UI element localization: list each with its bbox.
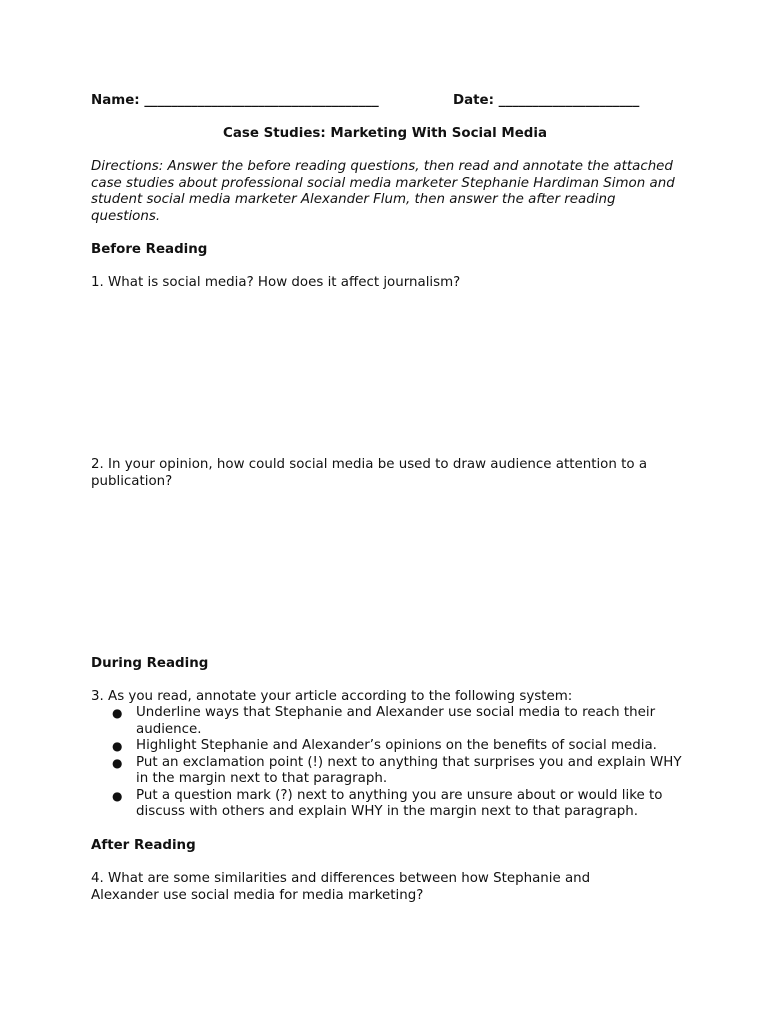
list-item-text: Highlight Stephanie and Alexander’s opinions on the benefits of social media. bbox=[136, 738, 657, 753]
before-reading-heading: Before Reading bbox=[91, 242, 208, 257]
list-item bbox=[91, 738, 691, 755]
name-label: Name: bbox=[91, 93, 140, 108]
list-item bbox=[91, 705, 691, 738]
question-4: 4. What are some similarities and differences between how Stephanie and Alexander use social media for media marketing? bbox=[91, 871, 591, 903]
name-blank[interactable]: ___________________________________ bbox=[144, 93, 379, 108]
list-item bbox=[91, 788, 691, 821]
bullet-icon: ● bbox=[112, 788, 123, 803]
bullet-icon: ● bbox=[112, 739, 123, 753]
question-2: 2. In your opinion, how could social media be used to draw audience attention to a publication? bbox=[91, 457, 648, 489]
list-item bbox=[91, 755, 691, 788]
name-field[interactable] bbox=[91, 93, 379, 110]
page-title: Case Studies: Marketing With Social Media bbox=[223, 126, 547, 141]
list-item-text: Put a question mark (?) next to anything you are unsure about or would like to discuss with others and explain WHY in the margin next to that paragraph. bbox=[136, 787, 663, 819]
date-blank[interactable]: _____________________ bbox=[498, 93, 640, 108]
annotation-list bbox=[91, 705, 691, 821]
list-item-text: Put an exclamation point (!) next to anything that surprises you and explain WHY in the margin next to that paragraph. bbox=[136, 754, 682, 786]
bullet-icon: ● bbox=[112, 706, 123, 720]
question-1: 1. What is social media? How does it affect journalism? bbox=[91, 275, 461, 290]
date-field[interactable] bbox=[453, 93, 639, 108]
bullet-icon: ● bbox=[112, 755, 123, 770]
list-item-text: Underline ways that Stephanie and Alexander use social media to reach their audience. bbox=[136, 705, 656, 737]
after-reading-heading: After Reading bbox=[91, 838, 196, 853]
during-reading-heading: During Reading bbox=[91, 656, 209, 671]
date-label: Date: bbox=[453, 93, 494, 108]
question-3: 3. As you read, annotate your article according to the following system: bbox=[91, 689, 573, 704]
directions-text: Directions: Answer the before reading questions, then read and annotate the attached case studies about professional social media marketer Stephanie Hardiman Simon and student social media marketer Alexander Flum, then answer the after reading questions. bbox=[91, 159, 675, 224]
